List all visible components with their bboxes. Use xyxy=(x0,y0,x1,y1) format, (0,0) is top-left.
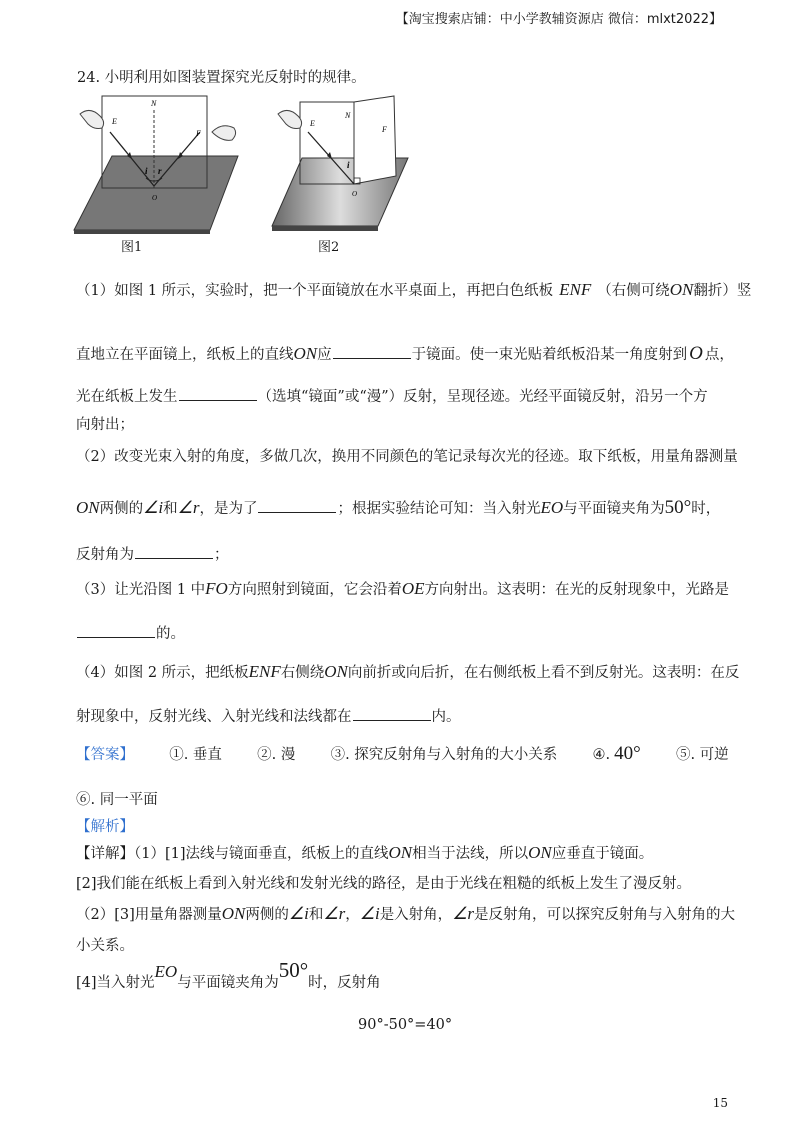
left-hand-icon xyxy=(278,110,302,128)
question-stem: 24. 小明利用如图装置探究光反射时的规律。 xyxy=(77,70,366,86)
label-r: r xyxy=(158,166,162,176)
analysis-line3: （2）[3]用量角器测量ON两侧的∠i和∠r，∠i是入射角，∠r是反射角，可以探究反射角与入射角的大 xyxy=(76,904,736,923)
label-o: O xyxy=(352,190,358,198)
blank-6[interactable] xyxy=(353,719,431,721)
figure-1-caption: 图1 xyxy=(121,240,143,255)
figure-2 xyxy=(270,92,410,234)
part1-line1: （1）如图 1 所示，实验时，把一个平面镜放在水平桌面上，再把白色纸板 ENF （右侧可绕ON翻折）竖 xyxy=(76,280,752,299)
analysis-formula: 90°-50°=40° xyxy=(358,1017,453,1033)
analysis-line4: 小关系。 xyxy=(76,938,134,954)
answer-2: ②. 漫 xyxy=(257,747,296,763)
label-e: E xyxy=(112,117,117,126)
page-number: 15 xyxy=(712,1096,728,1110)
part1-line2: 直地立在平面镜上，纸板上的直线ON应 于镜面。使一束光贴着纸板沿某一角度射到 O 点， xyxy=(76,343,734,364)
label-f: F xyxy=(196,129,201,138)
label-i: i xyxy=(145,166,148,176)
answer-5: ⑤. 可逆 xyxy=(675,747,729,763)
label-e: E xyxy=(310,119,315,128)
answer-4: ④. xyxy=(592,747,611,763)
label-n: N xyxy=(151,99,157,108)
answer-3: ③. 探究反射角与入射角的大小关系 xyxy=(330,747,558,763)
part1-line4: 向射出； xyxy=(76,417,134,433)
blank-2[interactable] xyxy=(179,399,257,401)
part4-line1: （4）如图 2 所示，把纸板ENF右侧绕ON向前折或向后折，在右侧纸板上看不到反射光。这表明：在反 xyxy=(76,662,740,681)
paper-board-right-folded xyxy=(354,96,396,184)
figure-1 xyxy=(72,92,242,234)
answer-block: 【答案】 ①. 垂直 ②. 漫 ③. 探究反射角与入射角的大小关系 ④. 40° ⑤. 可逆 xyxy=(76,743,729,764)
mirror-edge xyxy=(272,226,378,231)
analysis-line5: [4]当入射光EO与平面镜夹角为50°时，反射角 xyxy=(76,958,381,991)
label-o: O xyxy=(152,194,158,202)
left-hand-icon xyxy=(80,110,104,128)
blank-5[interactable] xyxy=(77,636,155,638)
figure-2-caption: 图2 xyxy=(318,240,340,255)
part2-line1: （2）改变光束入射的角度，多做几次，换用不同颜色的笔记录每次光的径迹。取下纸板，用量角器测量 xyxy=(76,449,738,465)
part2-line3: 反射角为 ； xyxy=(76,547,229,563)
blank-3[interactable] xyxy=(258,511,336,513)
label-i: i xyxy=(347,160,350,170)
analysis-line2: [2]我们能在纸板上看到入射光线和发射光线的路径，是由于光线在粗糙的纸板上发生了漫反射。 xyxy=(76,876,692,892)
label-f: F xyxy=(382,125,387,134)
label-n: N xyxy=(345,111,351,120)
answer-label: 【答案】 xyxy=(76,747,134,763)
part3-line2: 的。 xyxy=(76,622,185,643)
blank-1[interactable] xyxy=(333,357,411,359)
part2-line2: ON两侧的∠i和∠r，是为了 ；根据实验结论可知：当入射光EO与平面镜夹角为50°时， xyxy=(76,497,721,518)
page-header: 【淘宝搜索店铺：中小学教辅资源店 微信：mlxt2022】 xyxy=(395,12,722,27)
part3-line1: （3）让光沿图 1 中FO方向照射到镜面，它会沿着OE方向射出。这表明：在光的反射现象中，光路是 xyxy=(76,579,730,598)
blank-4[interactable] xyxy=(135,557,213,559)
part1-line3: 光在纸板上发生 （选填“镜面”或“漫”）反射，呈现径迹。光经平面镜反射，沿另一个方 xyxy=(76,389,708,405)
answer-6: ⑥. 同一平面 xyxy=(76,792,158,808)
mirror-surface xyxy=(74,156,238,230)
answer-1: ①. 垂直 xyxy=(169,747,222,763)
mirror-edge xyxy=(74,230,210,234)
analysis-label: 【解析】 xyxy=(76,819,134,835)
analysis-line1: 【详解】（1）[1]法线与镜面垂直，纸板上的直线ON相当于法线，所以ON应垂直于镜面。 xyxy=(76,843,654,862)
part4-line2: 射现象中，反射光线、入射光线和法线都在 内。 xyxy=(76,709,461,725)
right-hand-icon xyxy=(212,126,236,141)
